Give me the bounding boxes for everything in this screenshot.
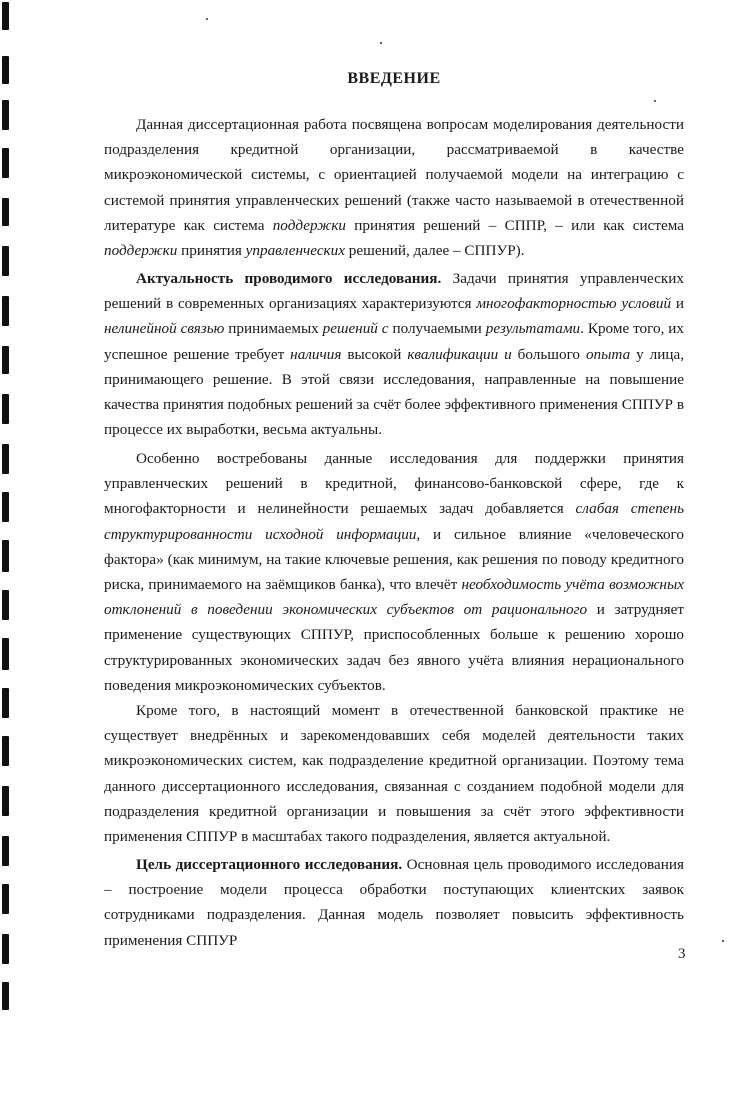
binding-hole	[2, 884, 9, 914]
binding-hole	[2, 590, 9, 620]
scan-speck	[654, 100, 656, 102]
goal-heading: Цель диссертационного исследования.	[136, 856, 403, 873]
binding-hole	[2, 736, 9, 766]
binding-hole	[2, 444, 9, 474]
binding-hole	[2, 346, 9, 374]
binding-hole	[2, 148, 9, 178]
binding-hole	[2, 2, 9, 30]
binding-hole	[2, 688, 9, 718]
page-title: ВВЕДЕНИЕ	[347, 70, 441, 87]
binding-hole	[2, 492, 9, 522]
relevance-heading: Актуальность проводимого исследования.	[136, 270, 442, 287]
banking-paragraph: Особенно востребованы данные исследования для поддержки принятия управленческих решений в кредитной, финансово-банковской сфере, где к многофакторности и нелинейности решаемых задач добавляется слабая степень структурированности исходной информации, и сильное влияние «человеческого фактора» (как минимум, на такие ключевые решения, как решения по поводу кредитного риска, принимаемого на заёмщиков банка), что влечёт необходимость учёта возможных отклонений в поведении экономических субъектов от рационального и затрудняет применение существующих СППУР, приспособленных больше к решению хорошо структурированных экономических задач без явного учёта влияния нерационального поведения микроэкономических субъектов.	[104, 450, 684, 694]
binding-hole	[2, 540, 9, 572]
scan-speck	[380, 42, 382, 44]
binding-holes	[0, 0, 14, 1100]
binding-hole	[2, 786, 9, 816]
intro-paragraph: Данная диссертационная работа посвящена вопросам моделирования деятельности подразделения кредитной организации, рассматриваемой в качестве микроэкономической системы, с ориентацией получаемой модели на интеграцию с системой принятия управленческих решений (также часто называемой в отечественной литературе как система поддержки принятия решений – СППР, – или как система поддержки принятия управленческих решений, далее – СППУР).	[104, 116, 684, 260]
page-number: 3	[678, 946, 686, 962]
binding-hole	[2, 394, 9, 424]
scan-speck	[722, 940, 724, 942]
binding-hole	[2, 982, 9, 1010]
novelty-paragraph: Кроме того, в настоящий момент в отечественной банковской практике не существует внедрённых и зарекомендовавших себя моделей деятельности таких микроэкономических систем, как подразделение кредитной организации. Поэтому тема данного диссертационного исследования, связанная с созданием подобной модели для подразделения кредитной организации и повышения за счёт этого эффективности применения СППУР в масштабах такого подразделения, является актуальной.	[104, 702, 684, 846]
binding-hole	[2, 246, 9, 276]
binding-hole	[2, 934, 9, 964]
binding-hole	[2, 296, 9, 326]
goal-paragraph: Цель диссертационного исследования. Основная цель проводимого исследования – построение модели процесса обработки поступающих клиентских заявок сотрудниками подразделения. Данная модель позволяет повысить эффективность применения СППУР	[104, 856, 684, 949]
binding-hole	[2, 836, 9, 866]
scan-speck	[206, 18, 208, 20]
binding-hole	[2, 100, 9, 130]
binding-hole	[2, 198, 9, 226]
binding-hole	[2, 638, 9, 670]
binding-hole	[2, 56, 9, 84]
relevance-paragraph: Актуальность проводимого исследования. Задачи принятия управленческих решений в современных организациях характеризуются многофакторностью условий и нелинейной связью принимаемых решений с получаемыми результатами. Кроме того, их успешное решение требует наличия высокой квалификации и большого опыта у лица, принимающего решение. В этой связи исследования, направленные на повышение качества принятия подобных решений за счёт более эффективного применения СППУР в процессе их выработки, весьма актуальны.	[104, 270, 685, 439]
